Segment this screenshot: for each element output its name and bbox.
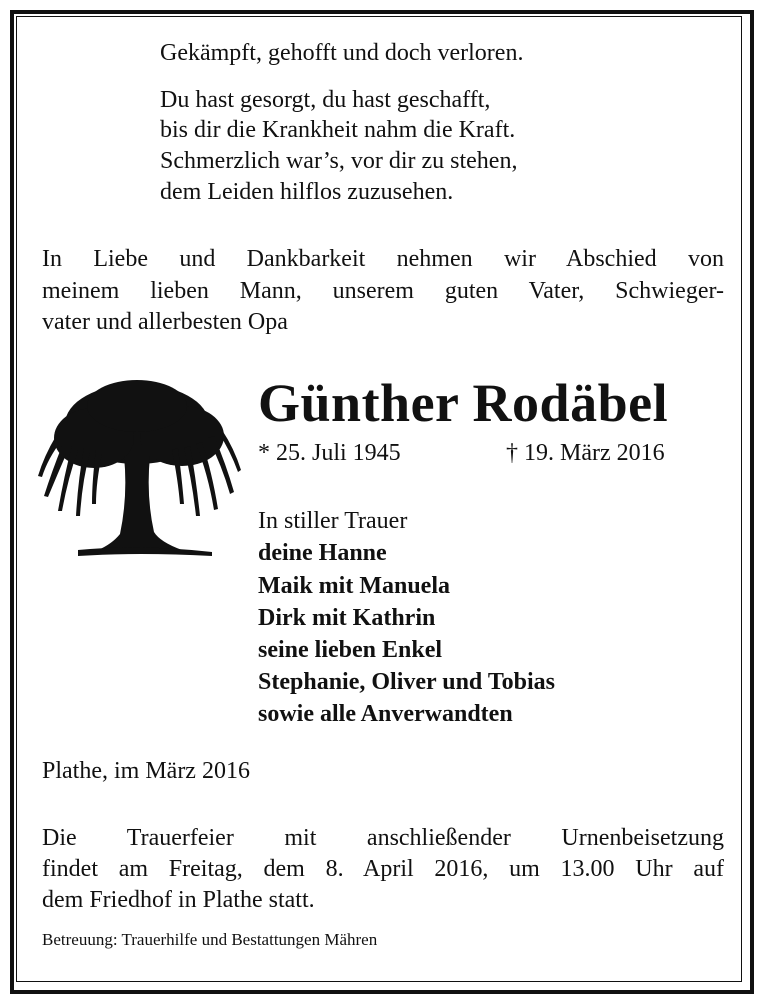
poem-line-5: dem Leiden hilflos zuzusehen.	[160, 179, 454, 205]
care-note: Betreuung: Trauerhilfe und Bestattungen Mähren	[42, 930, 378, 949]
poem-line-4: Schmerzlich war’s, vor dir zu stehen,	[160, 148, 518, 174]
ceremony-line-3: dem Friedhof in Plathe statt.	[42, 887, 315, 913]
mourner-6: sowie alle Anverwandten	[258, 701, 513, 727]
weeping-willow-tree-icon	[32, 376, 242, 566]
poem-line-3: bis dir die Krankheit nahm die Kraft.	[160, 117, 516, 143]
birth-date: * 25. Juli 1945	[258, 440, 401, 466]
mourner-5: Stephanie, Oliver und Tobias	[258, 669, 555, 695]
death-date: † 19. März 2016	[506, 440, 665, 466]
mourner-3: Dirk mit Kathrin	[258, 605, 436, 631]
mourner-1: deine Hanne	[258, 540, 387, 566]
mourner-2: Maik mit Manuela	[258, 573, 450, 599]
intro-line-2: meinem lieben Mann, unserem guten Vater, Schwieger-	[42, 278, 724, 304]
mourners-heading: In stiller Trauer	[258, 508, 408, 534]
poem-line-2: Du hast gesorgt, du hast geschafft,	[160, 87, 491, 113]
intro-line-1: In Liebe und Dankbarkeit nehmen wir Abschied von	[42, 246, 724, 272]
intro-line-3: vater und allerbesten Opa	[42, 309, 288, 335]
ceremony-line-1: Die Trauerfeier mit anschließender Urnenbeisetzung	[42, 825, 724, 851]
ceremony-line-2: findet am Freitag, dem 8. April 2016, um 13.00 Uhr auf	[42, 856, 724, 882]
poem-line-1: Gekämpft, gehofft und doch verloren.	[160, 40, 524, 66]
place-date: Plathe, im März 2016	[42, 758, 250, 784]
deceased-name: Günther Rodäbel	[258, 373, 669, 433]
mourner-4: seine lieben Enkel	[258, 637, 443, 663]
